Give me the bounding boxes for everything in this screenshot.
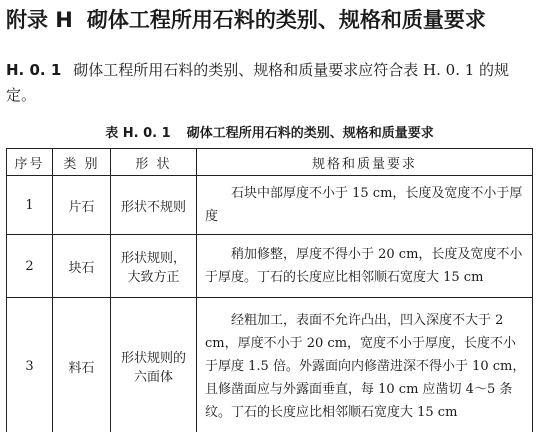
table-row bbox=[7, 176, 533, 235]
cell-category: 片石 bbox=[53, 176, 111, 235]
cell-requirement bbox=[197, 176, 533, 235]
header-shape: 形 状 bbox=[111, 149, 197, 176]
table-caption-title: 砌体工程所用石料的类别、规格和质量要求 bbox=[186, 126, 434, 141]
cell-serial: 1 bbox=[7, 176, 53, 235]
stone-spec-table bbox=[6, 148, 533, 432]
cell-category: 料石 bbox=[53, 298, 111, 432]
table-row bbox=[7, 298, 533, 432]
cell-category: 块石 bbox=[53, 235, 111, 298]
requirement-text: 稍加修整，厚度不得小于 20 cm，长度及宽度不小于厚度。丁石的长度应比相邻顺石宽度大 15 cm bbox=[205, 247, 523, 285]
appendix-label: 附录 H bbox=[6, 8, 73, 32]
cell-shape: 形状规则的六面体 bbox=[111, 298, 197, 432]
table-caption-number: 表 H. 0. 1 bbox=[105, 126, 171, 141]
header-serial: 序号 bbox=[7, 149, 53, 176]
requirement-text: 经粗加工，表面不允许凸出，凹入深度不大于 2 cm，厚度不小于 20 cm，宽度不小于厚度，长度不小于厚度 1.5 倍。外露面向内修凿进深不得小于 10 cm，且修凿面应与外露面垂直，每 10 cm 应凿切 4～5 条纹。丁石的长度应比相邻顺石宽度大 15 cm bbox=[205, 312, 526, 420]
cell-serial: 3 bbox=[7, 298, 53, 432]
header-category: 类 别 bbox=[53, 149, 111, 176]
cell-shape: 形状不规则 bbox=[111, 176, 197, 235]
requirement-text: 石块中部厚度不小于 15 cm，长度及宽度不小于厚度 bbox=[205, 186, 523, 224]
clause-paragraph bbox=[6, 58, 532, 108]
table-row bbox=[7, 235, 533, 298]
clause-number: H. 0. 1 bbox=[6, 61, 62, 79]
appendix-heading bbox=[6, 4, 534, 36]
header-requirement: 规格和质量要求 bbox=[197, 149, 533, 176]
table-header-row bbox=[7, 149, 533, 176]
cell-requirement bbox=[197, 235, 533, 298]
clause-text: 砌体工程所用石料的类别、规格和质量要求应符合表 H. 0. 1 的规定。 bbox=[6, 61, 510, 104]
table-caption bbox=[0, 124, 539, 144]
appendix-title: 砌体工程所用石料的类别、规格和质量要求 bbox=[86, 8, 486, 32]
cell-shape: 形状规则，大致方正 bbox=[111, 235, 197, 298]
cell-serial: 2 bbox=[7, 235, 53, 298]
cell-requirement bbox=[197, 298, 533, 432]
